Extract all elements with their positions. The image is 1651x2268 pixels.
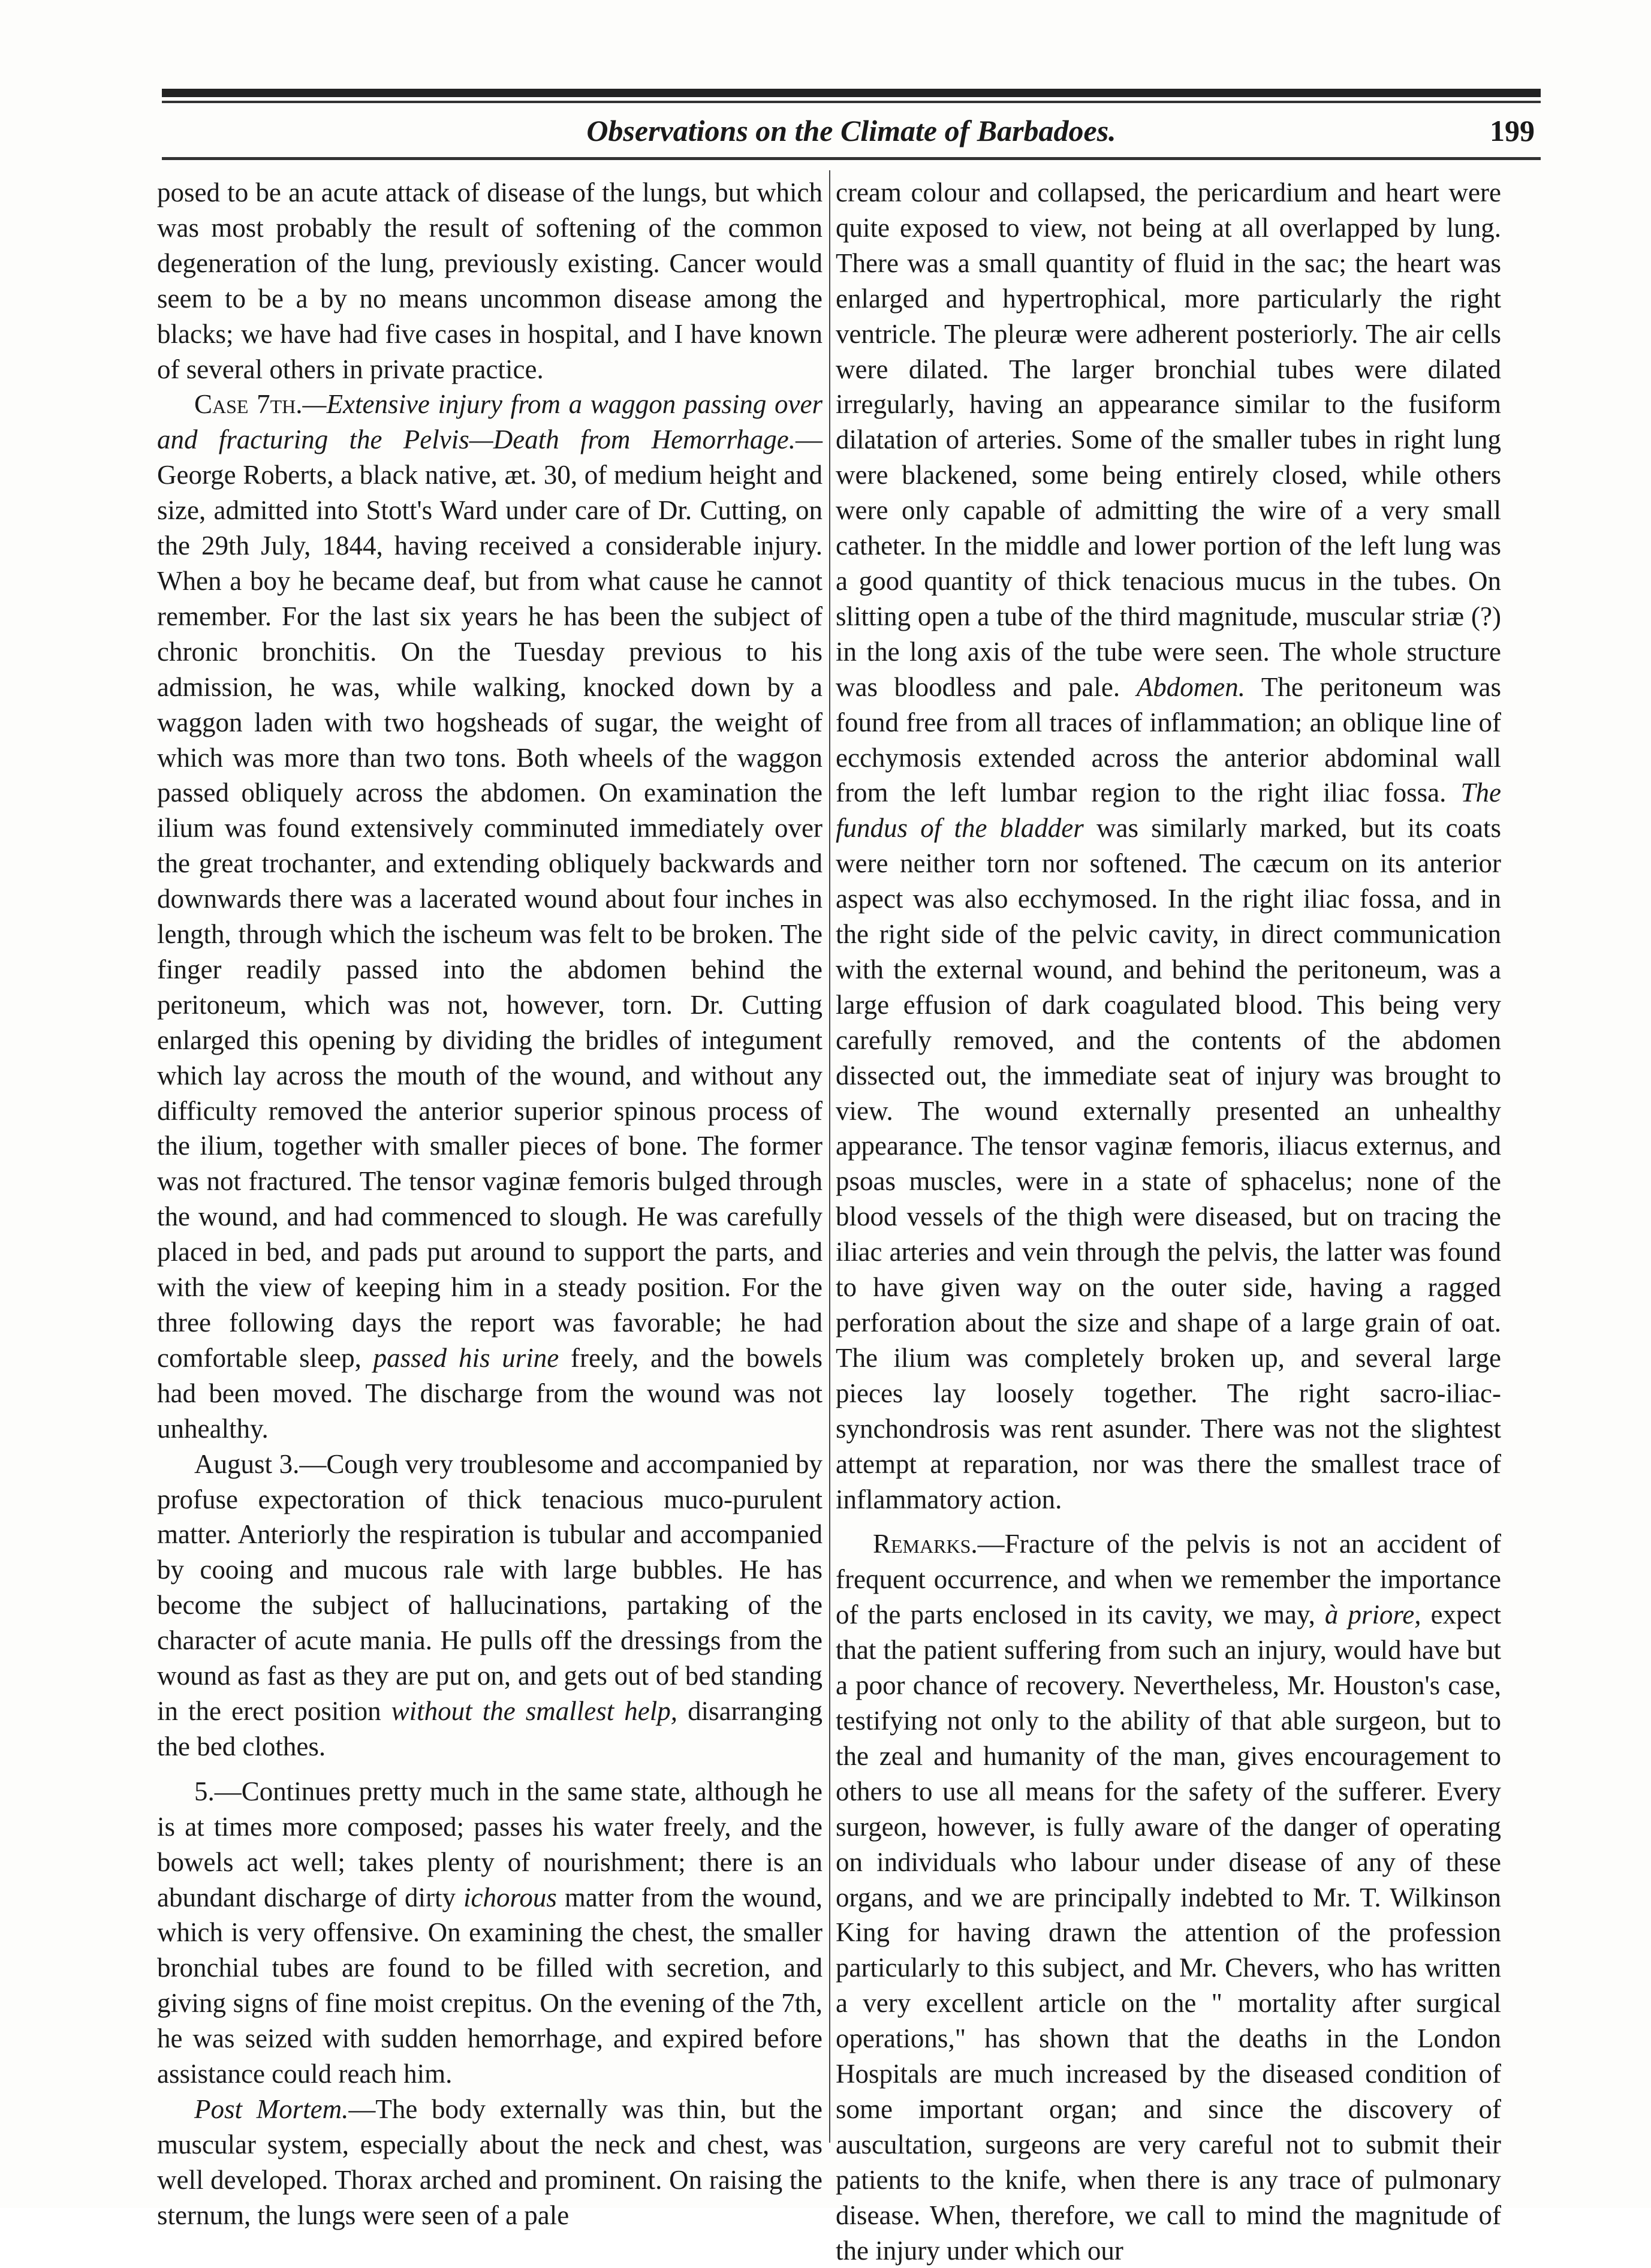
top-rule-thin: [162, 101, 1541, 103]
case-title: —Extensive injury from a waggon passing over and fracturing the Pelvis—Death from Hemorrhage.: [157, 389, 823, 455]
top-rule: [162, 89, 1541, 97]
bladder-text: was similarly marked, but its coats were neither torn nor softened. The cæcum on its anterior aspect was also ecchymosed. In the right iliac fossa, and in the right side of the pelvic cavity, in direct communication with the external wound, and behind the peritoneum, was a large effusion of dark coagulated blood. This being very carefully removed, and the contents of the abdomen dissected out, the immediate seat of injury was brought to view. The wound externally presented an unhealthy appearance. The tensor vaginæ femoris, iliacus externus, and psoas muscles, were in a state of sphacelus; none of the blood vessels of the thigh were diseased, but on tracing the iliac arteries and vein through the pelvis, the latter was found to have given way on the outer side, having a ragged perforation about the size and shape of a large grain of oat. The ilium was completely broken up, and several large pieces lay loosely together. The right sacro-iliac-synchondrosis was rent asunder. There was not the slightest attempt at reparation, nor was there the smallest trace of inflammatory action.: [836, 813, 1501, 1514]
case-7-paragraph: [157, 387, 823, 1446]
aug3-text: August 3.—Cough very troublesome and accompanied by profuse expectoration of thick tenacious muco-purulent matter. Anteriorly the respiration is tubular and accompanied by cooing and mucous rale with large bubbles. He has become the subject of hallucinations, partaking of the character of acute mania. He pulls off the dressings from the wound as fast as they are put on, and gets out of bed standing in the erect position: [157, 1448, 823, 1726]
case-text-end: freely, and the bowels had been moved. The discharge from the wound was not unhealthy.: [157, 1342, 823, 1444]
post-mortem-text: —The body externally was thin, but the muscular system, especially about the neck and chest, was well developed. Thorax arched and prominent. On raising the sternum, the lungs were seen of a pale: [157, 2094, 823, 2230]
page-number: 199: [1490, 114, 1535, 147]
remarks-text: —Fracture of the pelvis is not an accident of frequent occurrence, and when we remember the importance of the parts enclosed in its cavity, we may,: [836, 1529, 1501, 1630]
case-italic: passed his urine: [373, 1342, 559, 1373]
paragraph-continued: [157, 175, 823, 387]
post-mortem-paragraph: [157, 2092, 823, 2233]
day5-italic: ichorous: [463, 1882, 557, 1912]
day-5-paragraph: [157, 1774, 823, 2092]
remarks-text-2: expect that the patient suffering from such an injury, would have but a poor chance of recovery. Nevertheless, Mr. Houston's case, testifying not only to the ability of that able surgeon, but to the zeal and humanity of the man, gives encouragement to others to use all means for the safety of the sufferer. Every surgeon, however, is fully aware of the danger of operating on individuals who labour under disease of any of these organs, and we are principally indebted to Mr. T. Wilkinson King for having drawn the attention of the profession particularly to this subject, and Mr. Chevers, who has written a very excellent article on the " mortality after surgical operations," has shown that the deaths in the London Hospitals are much increased by the diseased condition of some important organ; and since the discovery of auscultation, surgeons are very careful not to submit their patients to the knife, when there is any trace of pulmonary disease. When, therefore, we call to mind the magnitude of the injury under which our: [836, 1600, 1502, 2266]
running-head: [162, 107, 1541, 155]
left-column: [157, 175, 823, 2233]
bladder-italic: The fundus of the bladder: [836, 778, 1501, 844]
aug3-italic: without the smallest help,: [391, 1695, 678, 1726]
right-column: [836, 175, 1501, 2268]
abdomen-label: Abdomen.: [1136, 671, 1245, 702]
day5-text: 5.—Continues pretty much in the same state, although he is at times more composed; passes his water freely, and the bowels act well; takes plenty of nourishment; there is an abundant discharge of dirty: [157, 1776, 823, 1912]
header-rule: [162, 157, 1541, 160]
august-3-paragraph: [157, 1447, 823, 1764]
case-label: Case 7th.: [194, 389, 303, 420]
a-priore-italic: à priore,: [1324, 1600, 1421, 1630]
column-divider: [829, 170, 830, 2143]
paragraph-text: posed to be an acute attack of disease of the lungs, but which was most probably the result of softening of the common degeneration of the lung, previously existing. Cancer would seem to be a by no means uncommon disease among the blacks; we have had five cases in hospital, and I have known of several others in private practice.: [157, 177, 823, 384]
abdomen-text: The peritoneum was found free from all traces of inflammation; an oblique line of ecchymosis extended across the anterior abdominal wall from the left lumbar region to the right iliac fossa.: [836, 671, 1502, 808]
right-text: cream colour and collapsed, the pericardium and heart were quite exposed to view, not being at all overlapped by lung. There was a small quantity of fluid in the sac; the heart was enlarged and hypertrophical, more particularly the right ventricle. The pleuræ were adherent posteriorly. The air cells were dilated. The larger bronchial tubes were dilated irregularly, having an appearance similar to the fusiform dilatation of arteries. Some of the smaller tubes in right lung were blackened, some being entirely closed, while others were only capable of admitting the wire of a very small catheter. In the middle and lower portion of the left lung was a good quantity of thick tenacious mucus in the tubes. On slitting open a tube of the third magnitude, muscular striæ (?) in the long axis of the tube were seen. The whole structure was bloodless and pale.: [836, 177, 1501, 702]
running-title: Observations on the Climate of Barbadoes.: [586, 114, 1116, 147]
remarks-label: Remarks.: [873, 1529, 978, 1559]
remarks-paragraph: [836, 1526, 1501, 2268]
day5-end: matter from the wound, which is very offensive. On examining the chest, the smaller bronchial tubes are found to be filled with secretion, and giving signs of fine moist crepitus. On the evening of the 7th, he was seized with sudden hemorrhage, and expired before assistance could reach him.: [157, 1882, 823, 2089]
post-mortem-label: Post Mortem.: [194, 2094, 349, 2124]
paragraph-continued-right: [836, 175, 1501, 1517]
case-text: —George Roberts, a black native, æt. 30, of medium height and size, admitted into Stott's Ward under care of Dr. Cutting, on the 29th July, 1844, having received a considerable injury. When a boy he became deaf, but from what cause he cannot remember. For the last six years he has been the subject of chronic bronchitis. On the Tuesday previous to his admission, he was, while walking, knocked down by a waggon laden with two hogsheads of sugar, the weight of which was more than two tons. Both wheels of the waggon passed obliquely across the abdomen. On examination the ilium was found extensively comminuted immediately over the great trochanter, and extending obliquely backwards and downwards there was a lacerated wound about four inches in length, through which the ischeum was felt to be broken. The finger readily passed into the abdomen behind the peritoneum, which was not, however, torn. Dr. Cutting enlarged this opening by dividing the bridles of integument which lay across the mouth of the wound, and without any difficulty removed the anterior superior spinous process of the ilium, together with smaller pieces of bone. The former was not fractured. The tensor vaginæ femoris bulged through the wound, and had commenced to slough. He was carefully placed in bed, and pads put around to support the parts, and with the view of keeping him in a steady position. For the three following days the report was favorable; he had comfortable sleep,: [157, 424, 823, 1373]
aug3-end: disarranging the bed clothes.: [157, 1695, 823, 1761]
